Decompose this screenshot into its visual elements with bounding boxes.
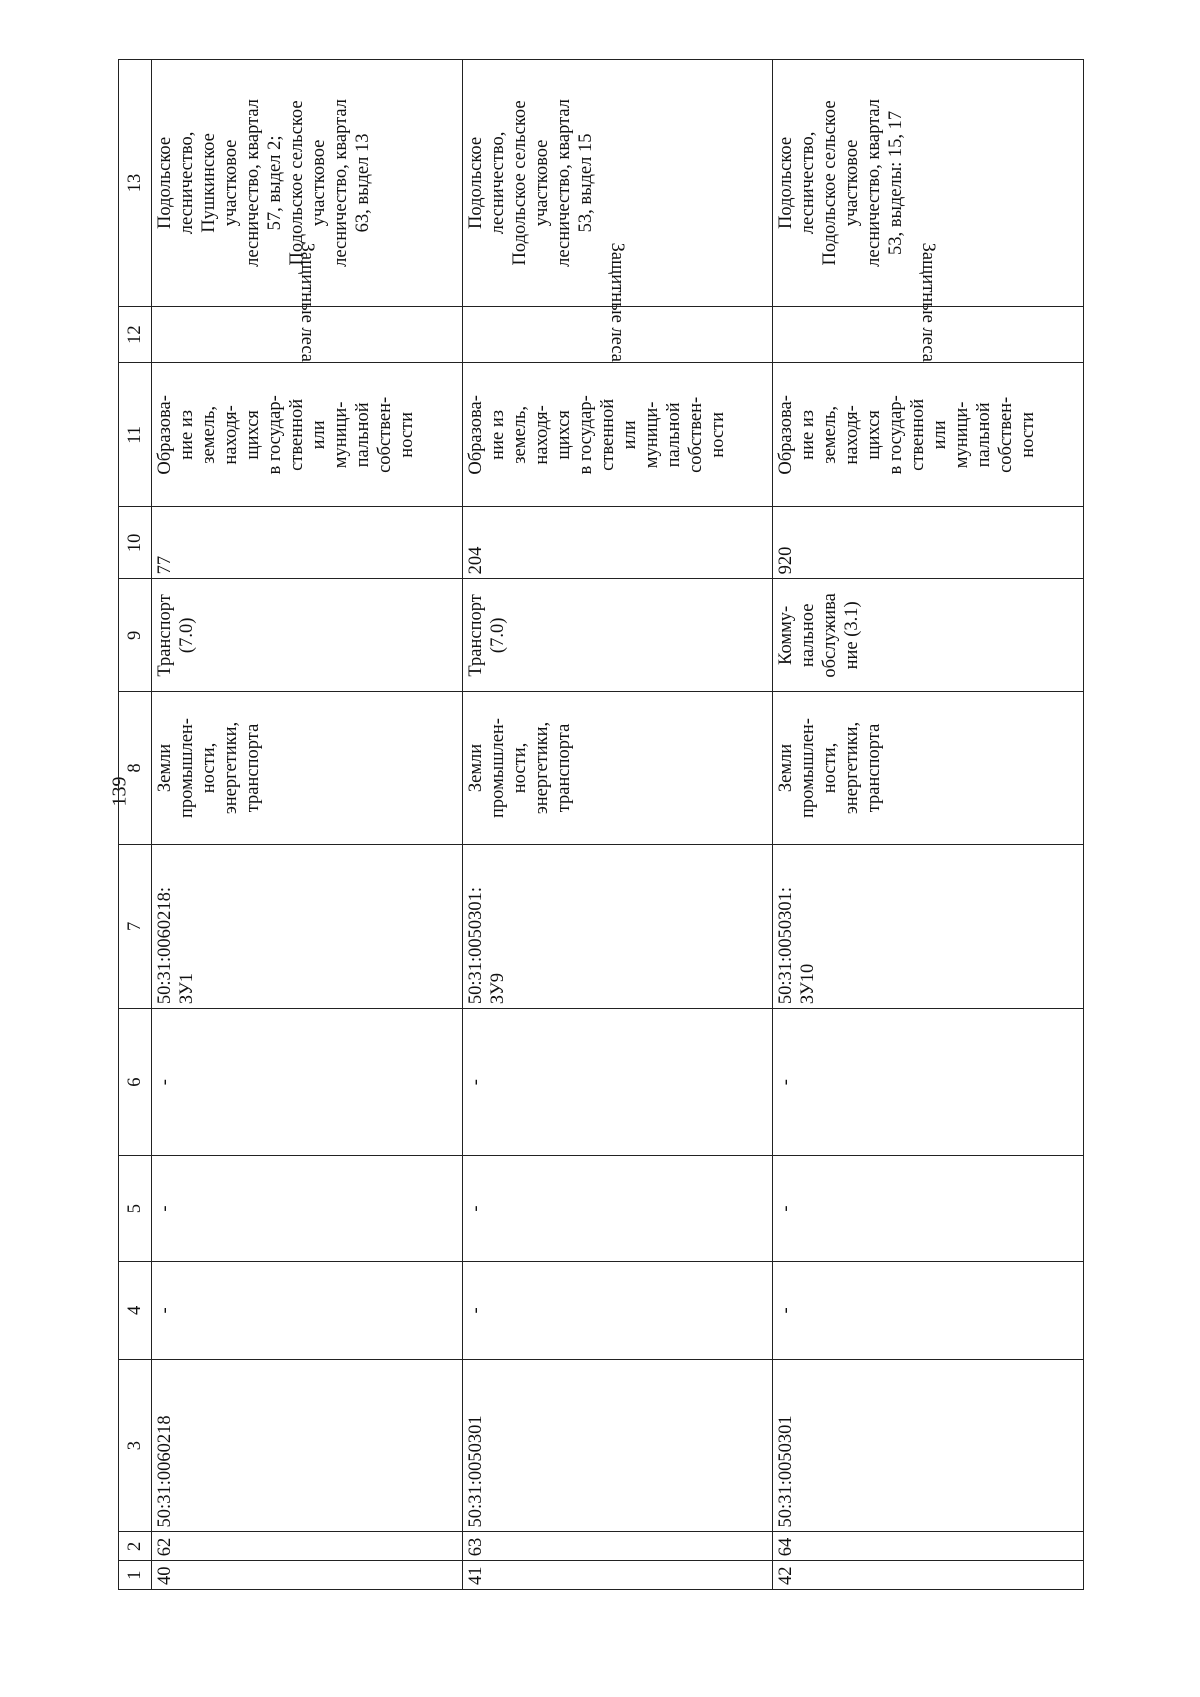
cell-dash: -: [773, 1009, 1084, 1156]
land-plots-table: [118, 59, 1084, 1590]
cadastral-quarter: 50:31:0050301: [773, 1359, 1084, 1532]
page-number: 139: [108, 776, 131, 807]
column-number: 3: [119, 1359, 152, 1532]
column-number: 5: [119, 1156, 152, 1262]
location: Подольское лесничество, Подольское сельское участковое лесничество, квартал 53, выделы: 15, 17: [773, 60, 1084, 307]
cell-dash: -: [152, 1009, 463, 1156]
permitted-use: Транспорт (7.0): [152, 579, 463, 692]
location: Подольское лесничество, Подольское сельское участковое лесничество, квартал 53, выдел 15: [462, 60, 773, 307]
row-number: 41: [462, 1561, 773, 1590]
table-row: [773, 60, 1084, 1590]
cell-dash: -: [152, 1262, 463, 1360]
origin: Образова- ние из земель, находя- щихся в государ- ственной или муници- пальной собствен- ности: [773, 363, 1084, 507]
cell-dash: -: [462, 1009, 773, 1156]
column-number: 6: [119, 1009, 152, 1156]
column-number-row: [119, 60, 152, 1590]
cadastral-plot: 50:31:0060218: ЗУ1: [152, 844, 463, 1009]
cadastral-quarter: 50:31:0060218: [152, 1359, 463, 1532]
column-number: 9: [119, 579, 152, 692]
row-number: 42: [773, 1561, 1084, 1590]
cell-dash: -: [462, 1262, 773, 1360]
plot-number: 62: [152, 1532, 463, 1561]
cadastral-plot: 50:31:0050301: ЗУ9: [462, 844, 773, 1009]
land-category: Земли промышлен- ности, энергетики, транспорта: [462, 692, 773, 844]
rotated-table-container: [118, 59, 1084, 1590]
column-number: 1: [119, 1561, 152, 1590]
column-number: 13: [119, 60, 152, 307]
forest-type: [462, 242, 773, 363]
cell-dash: -: [773, 1262, 1084, 1360]
forest-type-label: Защитные леса: [296, 242, 317, 363]
column-number: 2: [119, 1532, 152, 1561]
plot-number: 63: [462, 1532, 773, 1561]
area: 77: [152, 507, 463, 579]
cadastral-plot: 50:31:0050301: ЗУ10: [773, 844, 1084, 1009]
cell-dash: -: [152, 1156, 463, 1262]
forest-type: [773, 242, 1084, 363]
column-number: 12: [119, 306, 152, 363]
land-category: Земли промышлен- ности, энергетики, транспорта: [152, 692, 463, 844]
area: 204: [462, 507, 773, 579]
column-number: 4: [119, 1262, 152, 1360]
permitted-use: Комму- нальное обслужива ние (3.1): [773, 579, 1084, 692]
column-number: 8: [119, 692, 152, 844]
permitted-use: Транспорт (7.0): [462, 579, 773, 692]
cell-dash: -: [462, 1156, 773, 1262]
area: 920: [773, 507, 1084, 579]
column-number: 10: [119, 507, 152, 579]
forest-type-label: Защитные леса: [918, 242, 939, 363]
column-number: 7: [119, 844, 152, 1009]
table-row: [152, 60, 463, 1590]
location: Подольское лесничество, Пушкинское участковое лесничество, квартал 57, выдел 2; Подольское сельское участковое лесничество, квартал 63, выдел 13: [152, 60, 463, 307]
origin: Образова- ние из земель, находя- щихся в государ- ственной или муници- пальной собствен- ности: [462, 363, 773, 507]
column-number: 11: [119, 363, 152, 507]
forest-type-label: Защитные леса: [607, 242, 628, 363]
cell-dash: -: [773, 1156, 1084, 1262]
table-row: [462, 60, 773, 1590]
row-number: 40: [152, 1561, 463, 1590]
plot-number: 64: [773, 1532, 1084, 1561]
cadastral-quarter: 50:31:0050301: [462, 1359, 773, 1532]
origin: Образова- ние из земель, находя- щихся в государ- ственной или муници- пальной собствен- ности: [152, 363, 463, 507]
land-category: Земли промышлен- ности, энергетики, транспорта: [773, 692, 1084, 844]
forest-type: [152, 242, 463, 363]
